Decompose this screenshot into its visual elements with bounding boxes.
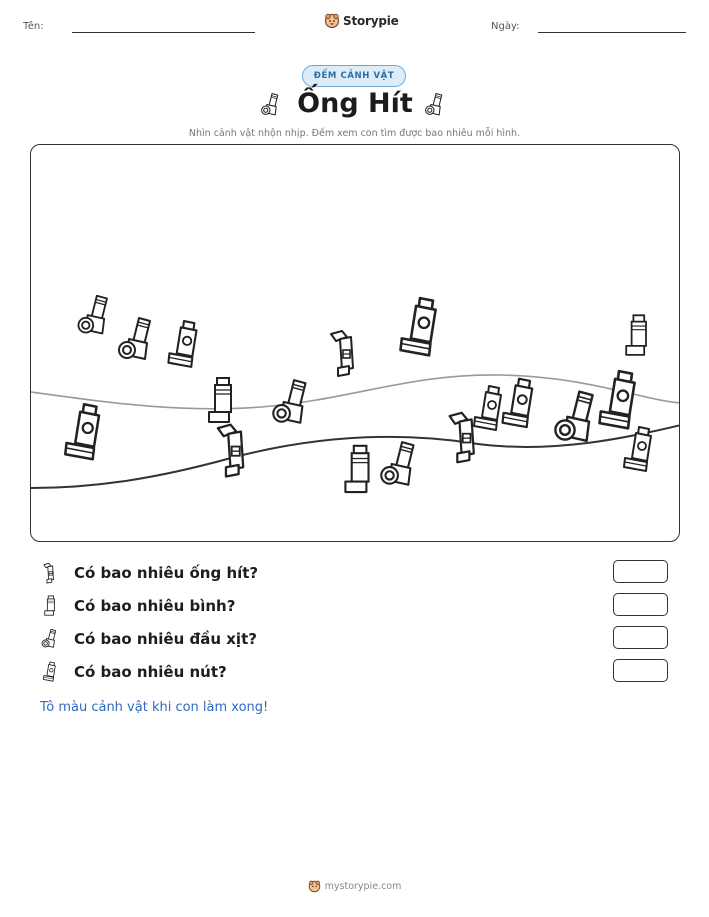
inhaler-icon [168,321,196,367]
inhaler-icon [273,380,305,423]
question-text: Có bao nhiêu nút? [74,663,227,681]
canister-icon [40,595,60,617]
storypie-logo-icon [324,13,340,29]
date-line[interactable] [538,32,686,33]
inhaler-icon [218,425,243,477]
inhaler-icon [503,379,533,427]
footer-url[interactable]: mystorypie.com [324,881,402,892]
category-badge: ĐẾM CẢNH VẬT [302,65,406,87]
inhaler-icon [624,427,651,471]
inhaler-icon [345,446,368,492]
inhaler-icon [78,296,107,334]
answer-box[interactable] [613,659,668,682]
date-label: Ngày: [491,21,520,32]
inhaler-icon [401,298,436,355]
inhaler-icon [450,413,474,463]
name-line[interactable] [72,32,255,33]
inhaler-icon [40,562,60,584]
answer-box[interactable] [613,626,668,649]
inhaler-icon [331,331,353,376]
inhaler-icon [65,404,99,459]
counting-scene [30,144,680,542]
inhaler-icon [381,442,413,485]
question-row [40,593,680,621]
instructions: Nhìn cảnh vật nhộn nhịp. Đếm xem con tìm được bao nhiêu mỗi hình. [188,128,521,139]
question-row [40,560,680,588]
inhaler-icon [626,315,646,355]
inhaler-title-right-icon [424,92,446,118]
footer [0,880,709,893]
question-text: Có bao nhiêu đầu xịt? [74,630,257,648]
question-text: Có bao nhiêu ống hít? [74,564,259,582]
name-label: Tên: [23,21,44,32]
coloring-instruction: Tô màu cảnh vật khi con làm xong! [40,700,269,715]
inhaler-icon [474,386,501,430]
button-icon [40,661,60,683]
inhaler-icon [119,318,150,359]
nozzle-icon [40,628,60,650]
inhaler-icon [209,378,231,422]
page-title: Ống Hít [297,88,413,119]
question-text: Có bao nhiêu bình? [74,597,236,615]
inhaler-icon [555,392,592,441]
question-row [40,626,680,654]
question-row [40,659,680,687]
brand-logo [324,13,399,29]
answer-box[interactable] [613,560,668,583]
brand-name: Storypie [343,14,399,28]
inhaler-icon [600,371,635,428]
storypie-footer-logo-icon [308,880,321,893]
answer-box[interactable] [613,593,668,616]
scene-drawing [31,145,680,542]
